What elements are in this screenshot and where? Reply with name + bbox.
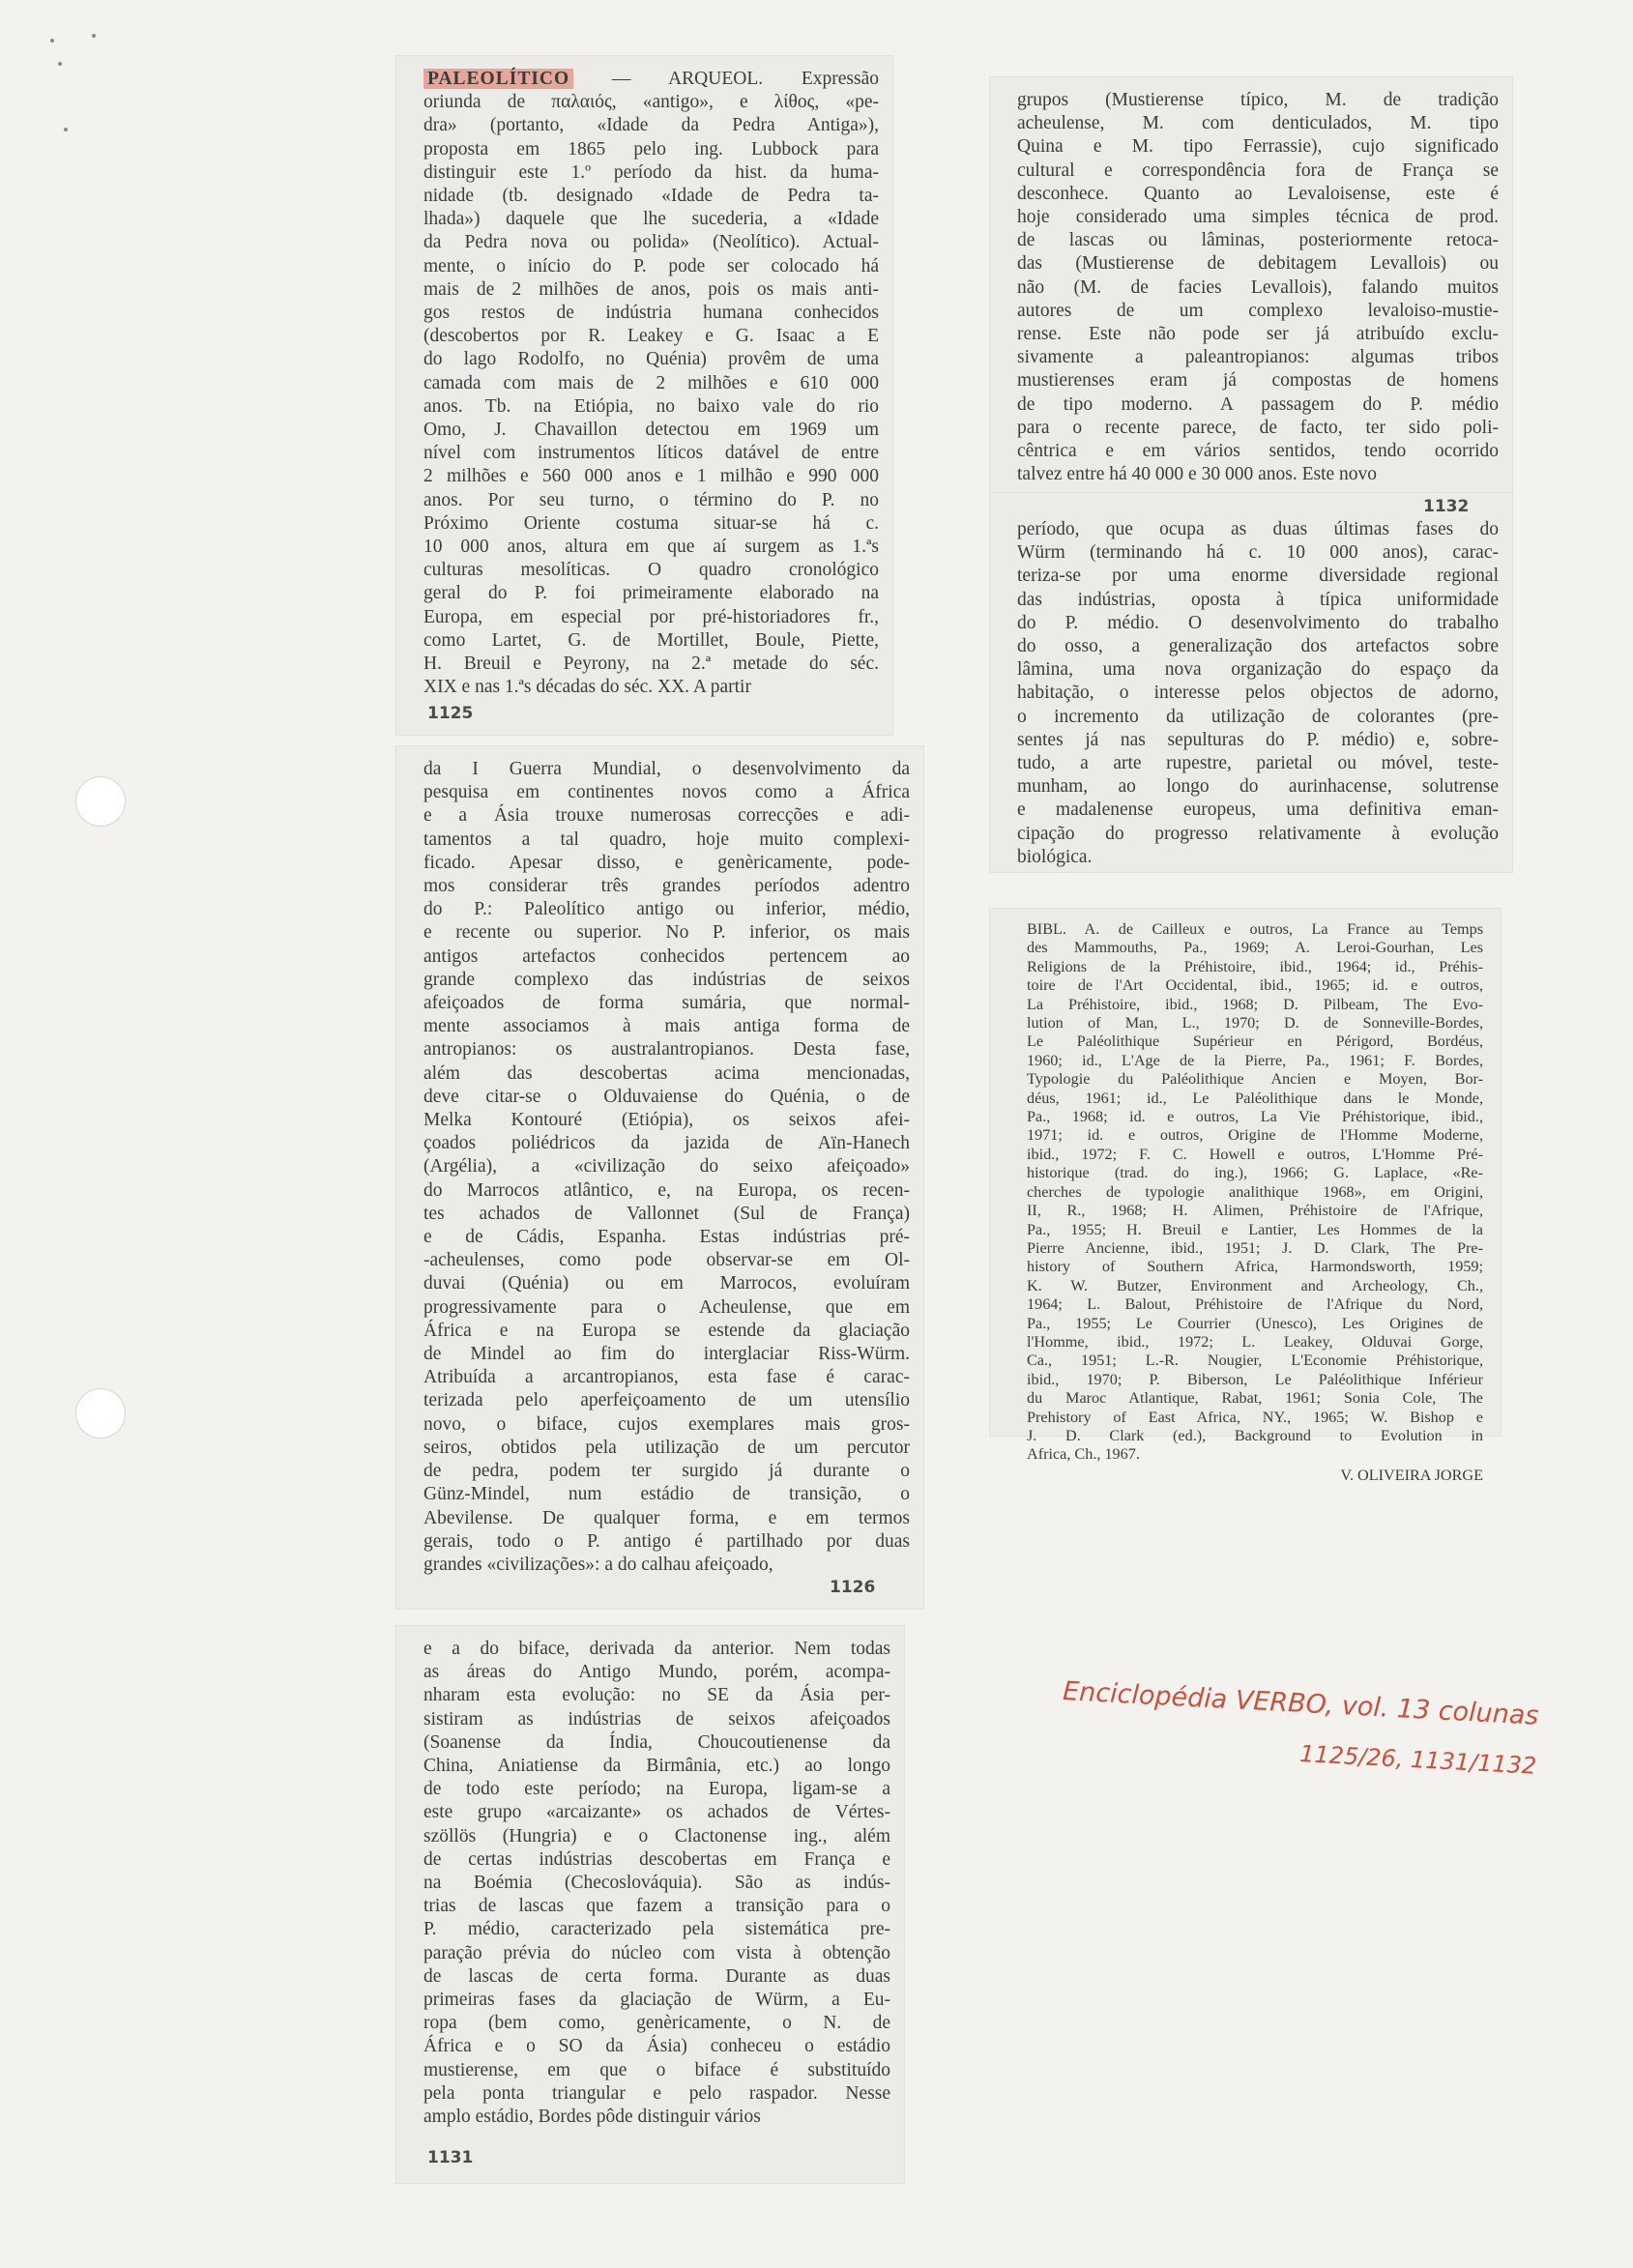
text-line: o incremento da utilização de colorantes (pre- xyxy=(1017,706,1499,727)
text-line: tamentos a tal quadro, hoje muito complexi- xyxy=(423,829,910,850)
text-line: das (Mustierense de debitagem Levallois) ou xyxy=(1017,253,1499,275)
scan-speck xyxy=(92,34,96,38)
text-line: oriunda de παλαιός, «antigo», e λίθος, «pe- xyxy=(423,92,879,113)
text-line: 10 000 anos, altura em que aí surgem as 1.ªs xyxy=(423,537,879,558)
text-line: Pa., 1955; H. Breuil e Lantier, Les Hommes de la xyxy=(1027,1220,1483,1238)
text-line: de Mindel ao fim do interglaciar Riss-Würm. xyxy=(423,1344,910,1365)
text-line: progressivamente para o Acheulense, que em xyxy=(423,1296,910,1318)
text-line: ibid., 1972; F. C. Howell e outros, L'Homme Pré- xyxy=(1027,1145,1483,1163)
page-number-1131: 1131 xyxy=(427,2148,474,2167)
text-line: Abevilense. De qualquer forma, e em termos xyxy=(423,1507,910,1528)
text-line: ibid., 1970; P. Biberson, Le Paléolithique Inférieur xyxy=(1027,1370,1483,1388)
text-line: e a Ásia trouxe numerosas correcções e adi- xyxy=(423,805,910,827)
text-line: lâmina, uma nova organização do espaço da xyxy=(1017,659,1499,681)
scan-speck xyxy=(58,62,62,66)
text-line: 1971; id. e outros, Origine de l'Homme Moderne, xyxy=(1027,1126,1483,1145)
scan-speck xyxy=(64,128,68,131)
text-line: des Mammouths, Pa., 1969; A. Leroi-Gourhan, Les xyxy=(1027,939,1483,957)
text-line: cultural e correspondência fora de França se xyxy=(1017,160,1499,181)
text-line: history of Southern Africa, Harmondsworth, 1959; xyxy=(1027,1258,1483,1276)
text-line: 2 milhões e 560 000 anos e 1 milhão e 990 000 xyxy=(423,466,879,487)
column-1131-text xyxy=(423,1638,890,2129)
text-line: amplo estádio, Bordes pôde distinguir vários xyxy=(423,2107,761,2128)
text-line: as áreas do Antigo Mundo, porém, acompa- xyxy=(423,1662,890,1683)
text-line: lution of Man, L., 1970; D. de Sonneville-Bordes, xyxy=(1027,1014,1483,1032)
text-line: mustierense, em que o biface é substituído xyxy=(423,2059,890,2080)
text-line: distinguir este 1.º período da hist. da huma- xyxy=(423,161,879,183)
text-line: do P.: Paleolítico antigo ou inferior, médio, xyxy=(423,899,910,920)
text-line: mente, o início do P. pode ser colocado há xyxy=(423,255,879,276)
text-line: gerais, todo o P. antigo é partilhado por duas xyxy=(423,1530,910,1552)
column-1125-text xyxy=(423,68,879,699)
binder-hole-bottom xyxy=(75,1388,126,1439)
text-line: K. W. Butzer, Environment and Archeology, Ch., xyxy=(1027,1276,1483,1294)
text-line: Ca., 1951; L.-R. Nougier, L'Economie Préhistorique, xyxy=(1027,1352,1483,1370)
text-line: ficado. Apesar disso, e genèricamente, pode- xyxy=(423,852,910,873)
column-1126-text xyxy=(423,758,910,1577)
clipping-column-1131 xyxy=(396,1626,904,2183)
text-line: África e o SO da Ásia) conheceu o estádio xyxy=(423,2036,890,2057)
text-line: Prehistory of East Africa, NY., 1965; W. Bishop e xyxy=(1027,1408,1483,1426)
text-line: de tipo moderno. A passagem do P. médio xyxy=(1017,393,1499,415)
scan-speck xyxy=(50,39,54,43)
text-line: Africa, Ch., 1967. xyxy=(1027,1445,1140,1464)
page-number-1125: 1125 xyxy=(427,704,474,723)
text-line: para o recente parece, de facto, ter sido poli- xyxy=(1017,417,1499,438)
text-line: cherches de typologie analithique 1968», em Origini, xyxy=(1027,1182,1483,1201)
text-line: cipação do progresso relativamente à evolução xyxy=(1017,823,1499,844)
text-line: Quina e M. tipo Ferrassie), cujo significado xyxy=(1017,136,1499,158)
text-line: mustierenses eram já compostas de homens xyxy=(1017,370,1499,392)
text-line: além das descobertas acima mencionadas, xyxy=(423,1062,910,1084)
text-line: l'Homme, ibid., 1972; L. Leakey, Olduvai Gorge, xyxy=(1027,1332,1483,1351)
text-line: J. D. Clark (ed.), Background to Evolution in xyxy=(1027,1426,1483,1444)
clipping-bibliography xyxy=(990,909,1501,1484)
text-line: paração prévia do núcleo com vista à obtenção xyxy=(423,1942,890,1963)
text-line: de lascas ou lâminas, posteriormente retoca- xyxy=(1017,230,1499,251)
text-line: de certas indústrias descobertas em França e xyxy=(423,1848,890,1870)
text-line: lhada») daquele que lhe sucederia, a «Idade xyxy=(423,209,879,230)
text-line: China, Aniatiense da Birmânia, etc.) ao longo xyxy=(423,1756,890,1777)
text-line: sentes já nas sepulturas do P. médio) e, sobre- xyxy=(1017,729,1499,750)
text-line: de lascas de certa forma. Durante as duas xyxy=(423,1965,890,1987)
text-line: trias de lascas que fazem a transição para o xyxy=(423,1896,890,1917)
text-line: autores de um complexo levaloiso-mustie- xyxy=(1017,300,1499,321)
text-line: nível com instrumentos líticos datável de entre xyxy=(423,443,879,464)
text-line: Melka Kontouré (Etiópia), os seixos afei- xyxy=(423,1110,910,1131)
text-line: do osso, a generalização dos artefactos sobre xyxy=(1017,636,1499,657)
text-line: tes achados de Vallonnet (Sul de França) xyxy=(423,1203,910,1224)
clipping-column-1132 xyxy=(990,493,1512,872)
handwritten-note-line-1: Enciclopédia VERBO, vol. 13 colunas xyxy=(1062,1676,1540,1731)
page-number-1132: 1132 xyxy=(1423,497,1470,516)
text-line: Omo, J. Chavaillon detectou em 1969 um xyxy=(423,420,879,441)
text-line: — ARQUEOL. Expressão xyxy=(611,69,880,89)
text-line: pesquisa em continentes novos como a África xyxy=(423,782,910,803)
text-line: BIBL. A. de Cailleux e outros, La France au Temps xyxy=(1027,920,1483,938)
text-line: culturas mesolíticas. O quadro cronológico xyxy=(423,560,879,581)
text-line: terizada pelo aperfeiçoamento de um utensílio xyxy=(423,1390,910,1411)
text-line: rense. Este não pode ser já atribuído exclu- xyxy=(1017,324,1499,345)
text-line: dra» (portanto, «Idade da Pedra Antiga»), xyxy=(423,115,879,136)
text-line: ropa (bem como, genèricamente, o N. de xyxy=(423,2013,890,2034)
text-line: anos. Por seu turno, o término do P. no xyxy=(423,489,879,510)
text-line: seiros, obtidos pela utilização de um percutor xyxy=(423,1437,910,1458)
text-line: do Marrocos atlântico, e, na Europa, os recen- xyxy=(423,1179,910,1201)
text-line: Typologie du Paléolithique Ancien e Moyen, Bor- xyxy=(1027,1070,1483,1089)
text-line: mais de 2 milhões de anos, pois os mais anti- xyxy=(423,278,879,300)
text-line: e recente ou superior. No P. inferior, os mais xyxy=(423,922,910,944)
text-line: P. médio, caracterizado pela sistemática pre- xyxy=(423,1919,890,1940)
text-line: 1960; id., L'Age de la Pierre, Pa., 1961; F. Bordes, xyxy=(1027,1051,1483,1069)
text-line: mente associamos à mais antiga forma de xyxy=(423,1016,910,1037)
text-line: geral do P. foi primeiramente elaborado na xyxy=(423,583,879,604)
text-line: África e na Europa se estende da glaciação xyxy=(423,1320,910,1341)
text-line: grande complexo das indústrias de seixos xyxy=(423,969,910,990)
text-line: do lago Rodolfo, no Quénia) provêm de uma xyxy=(423,349,879,370)
text-line: antropianos: os australantropianos. Desta fase, xyxy=(423,1039,910,1061)
text-line: talvez entre há 40 000 e 30 000 anos. Este novo xyxy=(1017,464,1378,485)
text-line: (descobertos por R. Leakey e G. Isaac a E xyxy=(423,326,879,347)
text-line: e madalenense europeus, uma definitiva eman- xyxy=(1017,800,1499,821)
text-line: proposta em 1865 pelo ing. Lubbock para xyxy=(423,138,879,160)
clipping-column-1131-continued xyxy=(990,77,1512,503)
text-line: de todo este período; na Europa, ligam-se a xyxy=(423,1779,890,1800)
handwritten-note-line-2: 1125/26, 1131/1132 xyxy=(1298,1740,1537,1780)
text-line: Pa., 1968; id. e outros, La Vie Préhistorique, ibid., xyxy=(1027,1108,1483,1126)
text-line: não (M. de facies Levallois), falando muitos xyxy=(1017,276,1499,298)
text-line: munham, ao longo do aurinhacense, solutrense xyxy=(1017,776,1499,798)
text-line: Pa., 1955; Le Courrier (Unesco), Les Origines de xyxy=(1027,1314,1483,1332)
text-line: antigos artefactos conhecidos pertencem ao xyxy=(423,945,910,967)
text-line: teriza-se por uma enorme diversidade regional xyxy=(1017,566,1499,587)
text-line: nharam esta evolução: no SE da Ásia per- xyxy=(423,1685,890,1706)
text-line: camada com mais de 2 milhões e 610 000 xyxy=(423,372,879,393)
text-line: afeiçoados de forma sumária, que normal- xyxy=(423,993,910,1014)
text-line: szöllös (Hungria) e o Clactonense ing., além xyxy=(423,1825,890,1846)
text-line: da I Guerra Mundial, o desenvolvimento da xyxy=(423,759,910,779)
bibliography-author: V. OLIVEIRA JORGE xyxy=(1340,1466,1483,1484)
bibliography-text xyxy=(1027,920,1483,1485)
binder-hole-top xyxy=(75,776,126,827)
text-line: sivamente a paleantropianos: algumas tribos xyxy=(1017,347,1499,368)
text-line: Religions de la Préhistoire, ibid., 1964; id., Préhis- xyxy=(1027,957,1483,975)
text-line: do P. médio. O desenvolvimento do trabalho xyxy=(1017,612,1499,633)
clipping-column-1126 xyxy=(396,746,923,1609)
text-line: historique (trad. do ing.), 1966; G. Laplace, «Re- xyxy=(1027,1164,1483,1182)
text-line: toire de l'Art Occidental, ibid., 1965; id. e outros, xyxy=(1027,976,1483,995)
text-line: anos. Tb. na Etiópia, no baixo vale do rio xyxy=(423,395,879,417)
text-line: nidade (tb. designado «Idade de Pedra ta- xyxy=(423,186,879,207)
text-line: e de Cádis, Espanha. Estas indústrias pré- xyxy=(423,1227,910,1248)
text-line: çoados poliédricos da jazida de Aïn-Hanech xyxy=(423,1133,910,1154)
text-line: pela ponta triangular e pelo raspador. Nesse xyxy=(423,2082,890,2104)
text-line: du Maroc Atlantique, Rabat, 1961; Sonia Cole, The xyxy=(1027,1389,1483,1408)
text-line: Atribuída a arcantropianos, esta fase é carac- xyxy=(423,1367,910,1388)
text-line: mos considerar três grandes períodos adentro xyxy=(423,876,910,897)
text-line: Próximo Oriente costuma situar-se há c. xyxy=(423,512,879,534)
text-line: primeiras fases da glaciação de Würm, a Eu- xyxy=(423,1990,890,2011)
text-line: habitação, o interesse pelos objectos de adorno, xyxy=(1017,683,1499,704)
text-line: gos restos de indústria humana conhecidos xyxy=(423,303,879,324)
text-line: deve citar-se o Olduvaiense do Quénia, o de xyxy=(423,1086,910,1107)
text-line: da Pedra nova ou polida» (Neolítico). Actual- xyxy=(423,232,879,253)
text-line: Europa, em especial por pré-historiadores fr., xyxy=(423,606,879,627)
column-1132-text xyxy=(1017,518,1499,869)
text-line: II, R., 1968; H. Alimen, Préhistoire de l'Afrique, xyxy=(1027,1202,1483,1220)
text-line: H. Breuil e Peyrony, na 2.ª metade do séc. xyxy=(423,654,879,675)
text-line: XIX e nas 1.ªs décadas do séc. XX. A partir xyxy=(423,677,751,698)
column-1131-continued-text xyxy=(1017,89,1499,486)
text-line: das indústrias, oposta à típica uniformidade xyxy=(1017,589,1499,610)
clipping-column-1125 xyxy=(396,56,892,735)
text-line: Le Paléolithique Supérieur en Périgord, Bordéus, xyxy=(1027,1032,1483,1051)
text-line: desconhece. Quanto ao Levaloisense, este é xyxy=(1017,183,1499,204)
text-line: acheulense, M. com denticulados, M. tipo xyxy=(1017,113,1499,134)
text-line: grupos (Mustierense típico, M. de tradição xyxy=(1017,90,1499,110)
text-line: novo, o biface, cujos exemplares mais gros- xyxy=(423,1413,910,1435)
text-line: período, que ocupa as duas últimas fases do xyxy=(1017,519,1499,539)
text-line: Würm (terminando há c. 10 000 anos), carac- xyxy=(1017,542,1499,564)
text-line: sistiram as indústrias de seixos afeiçoados xyxy=(423,1708,890,1730)
text-line: cêntrica e em vários sentidos, tendo ocorrido xyxy=(1017,441,1499,462)
page-number-1126: 1126 xyxy=(830,1578,876,1597)
text-line: grandes «civilizações»: a do calhau afeiçoado, xyxy=(423,1554,773,1575)
text-line: (Argélia), a «civilização do seixo afeiçoado» xyxy=(423,1156,910,1178)
text-line: (Soanense da Índia, Choucoutienense da xyxy=(423,1731,890,1753)
text-line: hoje considerado uma simples técnica de prod. xyxy=(1017,207,1499,228)
text-line: biológica. xyxy=(1017,846,1093,867)
text-line: La Préhistoire, ibid., 1968; D. Pilbeam, The Evo- xyxy=(1027,995,1483,1013)
text-line: duvai (Quénia) ou em Marrocos, evoluíram xyxy=(423,1273,910,1294)
headword: PALEOLÍTICO xyxy=(423,69,573,89)
text-line: tudo, a arte rupestre, parietal ou móvel, teste- xyxy=(1017,753,1499,774)
text-line: como Lartet, G. de Mortillet, Boule, Piette, xyxy=(423,629,879,651)
text-line: na Boémia (Checoslováquia). São as indús- xyxy=(423,1873,890,1894)
text-line: -acheulenses, como pode observar-se em Ol- xyxy=(423,1250,910,1271)
text-line: Günz-Mindel, num estádio de transição, o xyxy=(423,1484,910,1505)
text-line: e a do biface, derivada da anterior. Nem todas xyxy=(423,1639,890,1659)
text-line: Pierre Ancienne, ibid., 1951; J. D. Clark, The Pre- xyxy=(1027,1238,1483,1257)
text-line: este grupo «arcaizante» os achados de Vértes- xyxy=(423,1802,890,1823)
text-line: déus, 1961; id., Le Paléolithique dans le Monde, xyxy=(1027,1089,1483,1107)
text-line: de pedra, podem ter surgido já durante o xyxy=(423,1461,910,1482)
text-line: 1964; L. Balout, Préhistoire de l'Afrique du Nord, xyxy=(1027,1295,1483,1314)
column-1125-first-line xyxy=(423,68,879,91)
